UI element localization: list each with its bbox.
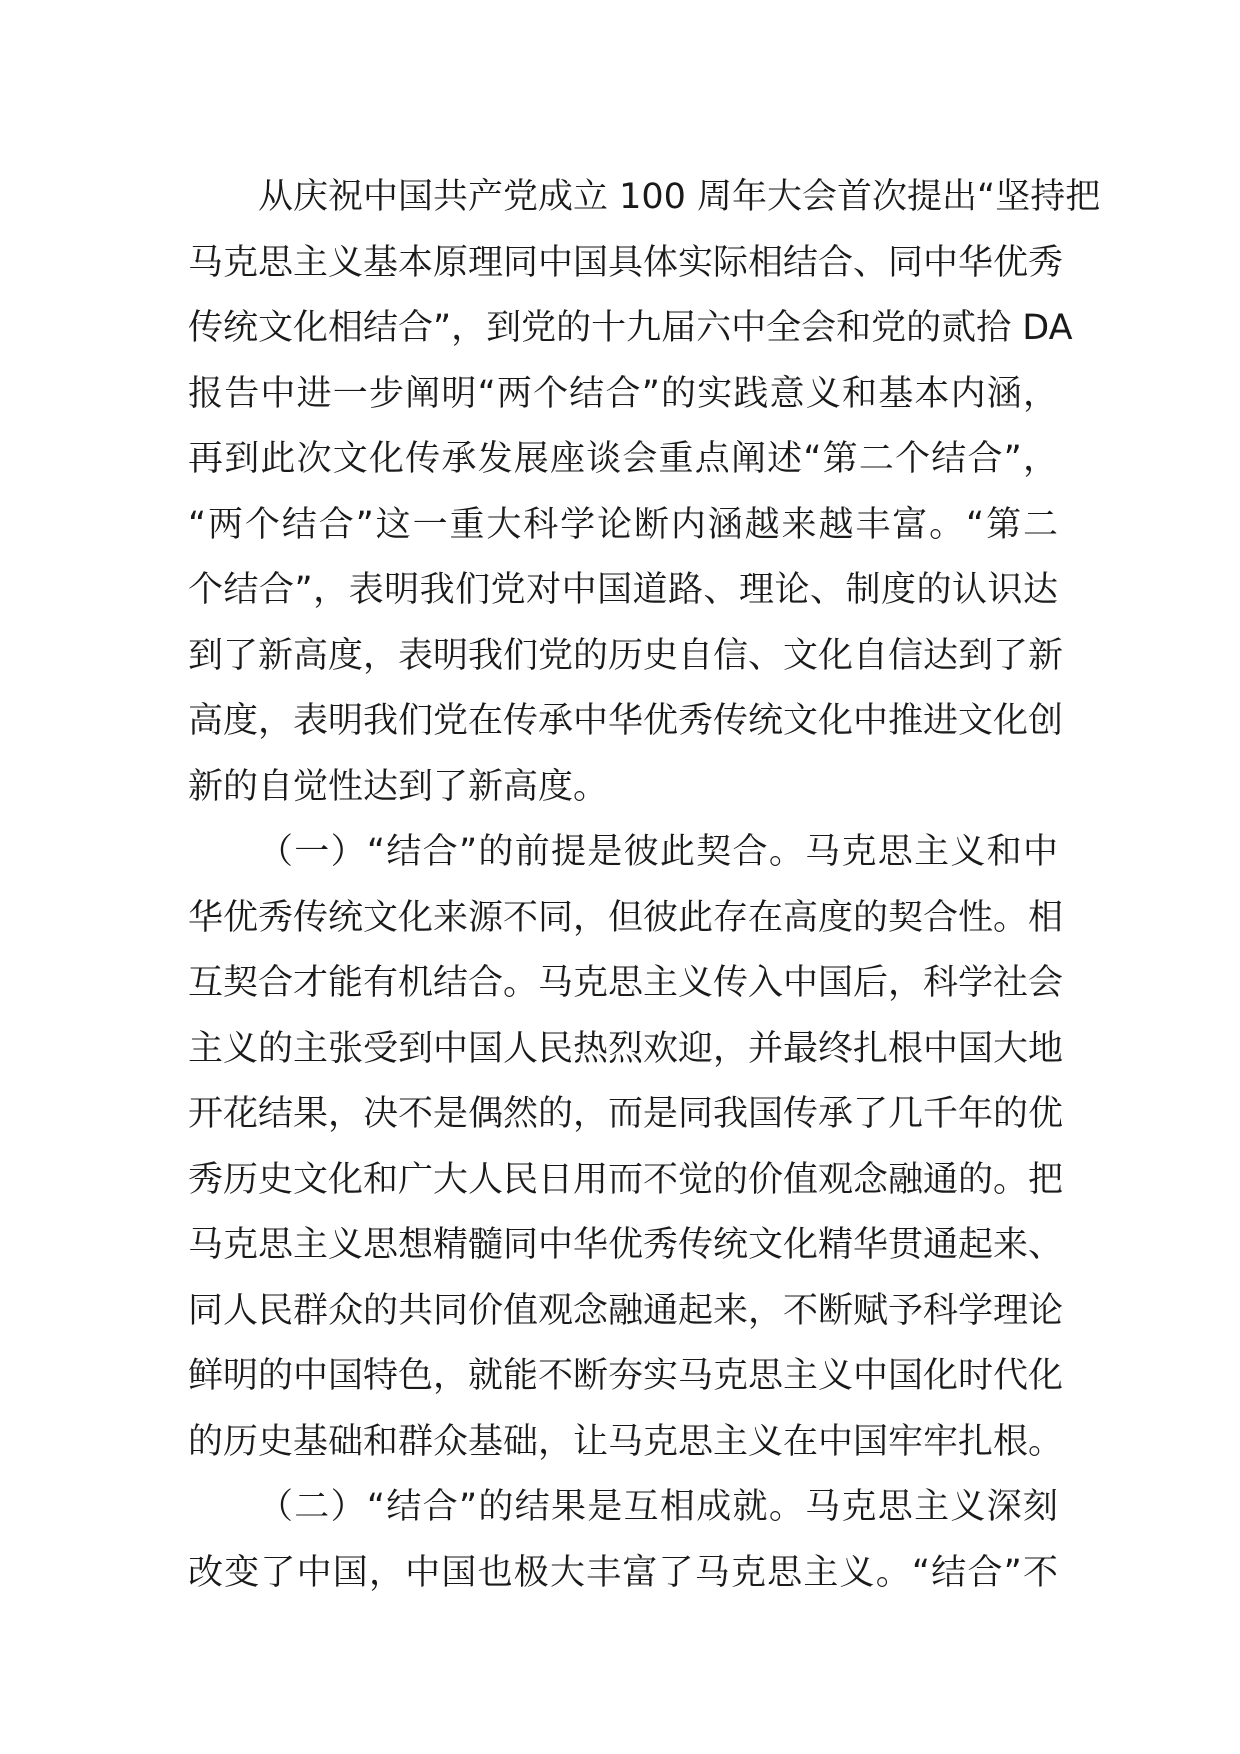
- text-line: 互契合才能有机结合。马克思主义传入中国后，科学社会: [188, 963, 1064, 1003]
- text-line: 个结合”，表明我们党对中国道路、理论、制度的认识达: [188, 570, 1058, 610]
- text-line: 秀历史文化和广大人民日用而不觉的价值观念融通的。把: [188, 1159, 1064, 1200]
- text-line: （一）“结合”的前提是彼此契合。马克思主义和中: [258, 832, 1058, 872]
- text-line: 传统文化相结合”，到党的十九届六中全会和党的贰拾 DA: [188, 308, 1073, 348]
- text-line: 主义的主张受到中国人民热烈欢迎，并最终扎根中国大地: [188, 1028, 1064, 1069]
- paragraph-1: [188, 165, 1101, 820]
- text-line: 开花结果，决不是偶然的，而是同我国传承了几千年的优: [188, 1094, 1064, 1134]
- text-line: 同人民群众的共同价值观念融通起来，不断赋予科学理论: [188, 1290, 1064, 1331]
- text-line: 报告中进一步阐明“两个结合”的实践意义和基本内涵，: [188, 373, 1058, 414]
- text-line: 到了新高度，表明我们党的历史自信、文化自信达到了新: [188, 635, 1064, 676]
- text-line: 从庆祝中国共产党成立 100 周年大会首次提出“坚持把: [258, 177, 1101, 217]
- text-line: 华优秀传统文化来源不同，但彼此存在高度的契合性。相: [188, 897, 1064, 938]
- text-line: （二）“结合”的结果是互相成就。马克思主义深刻: [258, 1487, 1058, 1527]
- text-line: 新的自觉性达到了新高度。: [188, 766, 609, 807]
- text-line: 马克思主义基本原理同中国具体实际相结合、同中华优秀: [188, 242, 1064, 283]
- document-body: [188, 165, 1101, 1606]
- text-line: 高度，表明我们党在传承中华优秀传统文化中推进文化创: [188, 701, 1064, 741]
- text-line: 的历史基础和群众基础，让马克思主义在中国牢牢扎根。: [188, 1421, 1064, 1462]
- text-line: 鲜明的中国特色，就能不断夯实马克思主义中国化时代化: [188, 1356, 1064, 1396]
- text-line: 再到此次文化传承发展座谈会重点阐述“第二个结合”，: [188, 439, 1058, 479]
- paragraph-2: [188, 820, 1064, 1475]
- text-line: “两个结合”这一重大科学论断内涵越来越丰富。“第二: [188, 504, 1058, 545]
- text-line: 马克思主义思想精髓同中华优秀传统文化精华贯通起来、: [188, 1225, 1064, 1265]
- text-line: 改变了中国，中国也极大丰富了马克思主义。“结合”不: [188, 1552, 1058, 1593]
- paragraph-3: [188, 1475, 1058, 1606]
